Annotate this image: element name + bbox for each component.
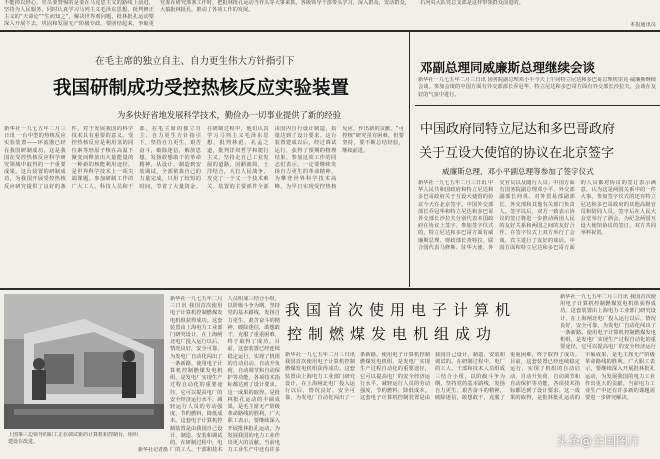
article1-kicker: 在毛主席的独立自主、自力更生伟大方针指引下 <box>95 56 295 67</box>
article2-bottom-rule <box>415 105 660 106</box>
article4-body: 新华社一九七五年二月三日讯 我国首次使用电子计算机控制燃煤发电机组获得成功。这套装置由上海电力工业部门研究设计，在上海闸北电厂投入运行以后，情况良好，安全可靠，为发电厂自动化闯出了一条新路。使用电子计算机控制燃煤发电机组，是发电厂实现生产过程自动化的重要途径，它可以提高电厂的安全经济运行水平，减轻运行人员的劳动强度，节约燃料，降低成本。这套电子计算机控制装置是由我国自己设计、制造、安装和调试的。在研制过程中，电厂的工人、干部和技术人员组成三结合小组，以阶级斗争为纲，坚持党的基本路线，发扬自力更生、艰苦奋斗的精神，破除迷信，敢想敢干，克服了重重困难，终于取得了成功。目前，这套装置已经连续稳定运行，实现了机组的自动启动、自动升负荷、自动调节和自动保护等功能，各项技术指标都达到了设计要求。这一成果的取得，是批林批孔运动的丰硕成果，是毛主席无产阶级革命路线的胜利。广大职工表示，要继续深入开展批林批孔运动，为发展我国的电力工业作出更大的贡献。当前电力工业生产中还有许多新的课题需要进一步研究解决。 <box>285 352 655 402</box>
article2-headline: 邓副总理同威廉斯总理继续会谈 <box>420 60 596 75</box>
article1-subhead: 为多快好省地发展科学技术，勤俭办一切事业提供了新的经验 <box>117 110 342 120</box>
article3-headline-line2: 关于互设大使馆的协议在北京签字 <box>419 146 615 161</box>
article4-body-left: 新华社一九七五年二月三日讯 我国首次使用电子计算机控制燃煤发电机组获得成功。这套装置由上海电力工业部门研究设计，在上海闸北电厂投入运行以后，情况良好，安全可靠，为发电厂自动化闯出了一条新路。使用电子计算机控制燃煤发电机组，是发电厂实现生产过程自动化的重要途径，它可以提高电厂的安全经济运行水平，减轻运行人员的劳动强度，节约燃料，降低成本。这套电子计算机控制装置是由我国自己设计、制造、安装和调试的。在研制过程中，电厂的工人、干部和技术人员组成三结合小组，以阶级斗争为纲，坚持党的基本路线，发扬自力更生、艰苦奋斗的精神，破除迷信，敢想敢干，克服了重重困难，终于取得了成功。目前，这套装置已经连续稳定运行，实现了机组的自动启动、自动升负荷、自动调节和自动保护等功能，各项技术指标都达到了设计要求。这一成果的取得，是批林批孔运动的丰硕成果，是毛主席无产阶级革命路线的胜利。广大职工表示，要继续深入开展批林批孔运动，为发展我国的电力工业作出更大的贡献。当前电力工业生产中还有许多 <box>170 296 280 454</box>
article4-headline-line2: 控制燃煤发电机组成功 <box>287 325 498 343</box>
photo-illustration <box>4 294 164 429</box>
article3-body: 新华社一九七五年二月三日讯 中华人民共和国政府和特立尼达和多巴哥政府关于互设大使馆的协议今天在北京签字。中国外交部部长乔冠华和特立尼达和多巴哥外交部长沙拉夫分别代表本国政府在协议上签字。参加签字仪式的，特立尼达和多巴哥方面有威廉斯总理、财政部长查特拉、联合国代表马修斯、驻华大使、外交官员以及随行人员；中国方面有国务院副总理邓小平、外交部副部长何英、对外贸易部副部长、外交部和其他有关部门负责人。签字以后，双方一致表示协议的签订将进一步推动两国人民的友好关系和两国之间的友好合作。在签字仪式上双方举行了会谈，宾主进行了友好的谈话。中国方面和特立尼达和多巴哥方面的人员都对协议的签订表示满意，认为这是两国关系中的一件大事。参加签字仪式的还有特立尼达和多巴哥政府的其他高级官员和陪同人员。签字后在人民大会堂举行了酒会，为纪念两国互设大使馆协议的签订，双方共同举杯祝贺。 <box>418 180 656 251</box>
top-horizontal-rule <box>0 30 660 32</box>
photo-caption: 上图事三边领导的职工正在调试新的计算机和控制台，组织建设在改进。 <box>8 432 138 445</box>
top-strip-right-text: 石河央大队党总支部是这样带领群众前进的。 <box>420 0 524 6</box>
article4-headline-line1: 我国首次使用电子计算机 <box>285 301 517 319</box>
middle-horizontal-rule <box>0 288 660 290</box>
computer-room-photo <box>4 294 164 429</box>
top-strip-middle-text: 党委在研究部署工作时，把批林批孔运动当作头等大事来抓，各级领导干部带头学习，深入群众，发动群众，大搞批林批孔，推动了各项工作的发展。 <box>160 0 410 13</box>
article3-headline-line1: 中国政府同特立尼达和多巴哥政府 <box>420 122 616 137</box>
top-strip-left-text: 不能掉以轻心。党员要警惕的是要在马克思主义的路线上前进，坚持为人民服务，同时认真学习马列主义毛泽东思想，批判修正主义的“天命论”“生而知之”，解决世界观问题，批林批孔运动要深入开展下去，巩固和发展无产阶级专政。要团结起来，争取更 <box>4 0 154 27</box>
watermark-text: 头条@全国图片 <box>556 434 641 448</box>
article3-subhead: 威廉斯总理、邓小平副总理等参加了签字仪式 <box>442 167 594 176</box>
article1-headline: 我国研制成功受控热核反应实验装置 <box>53 78 350 99</box>
article1-body: 新华社一九七五年二月三日讯 一台中型的热核反应实验装置——环流器已经在我国研制成功，这是我国在受控热核反应科学研究领域中取得的一个重要成果。这台装置的研制成功，为我国开展受控热核反应研究提供了良好的条件，对于发展我国的科学技术具有重要的意义。受控热核反应是利用氢的同位素等轻原子核在高温下聚变而释放出大量能量的一种新的核能利用途径，是世界科学技术上一项尖端课题。参加研制工作的广大工人、科技人员和干部，在毛主席的独立自主、自力更生方针指引下，坚持自力更生，艰苦奋斗，破除迷信，解放思想，发扬敢想敢干的革命精神，从设计、制造到安装调试，全部依靠自己的力量完成，只用了较短的时间，节省了大量资金。在研制过程中，他们认真学习马列主义毛泽东思想，批判林彪、孔孟之道，批判洋奴哲学和爬行主义，坚持走自己工业发展的道路，因陋就简，土洋结合，大打人民战争，攻克了一个又一个技术难关。装置的主要部件全部由国内自行设计制造，质量达到了设计要求。这台装置建成以后，经过调试运行，获得了预期的物理结果。参加这项工作的同志们表示，一定要继续发扬自力更生的革命精神，为攀登世界科学技术高峰，为早日实现受控热核反应，作出新的贡献。“可控核”研究虽有困难，但要坚持，要不断总结经验，继续前进。 <box>4 126 404 190</box>
top-strip-right-credit: 本报通讯员 <box>630 22 656 28</box>
article2-body: 新华社一九七五年二月三日讯 国务院副总理邓小平今天上午同特立尼达和多巴哥总理埃里克·威廉斯继续会谈。参加会谈的中国方面有外交部部长乔冠华，特立尼达和多巴哥方面有外交部长沙拉夫，会谈在友好的气氛中进行。 <box>418 77 656 98</box>
vertical-rule-middle <box>409 32 410 287</box>
photo-credit: 新华社记者摄 <box>137 447 168 453</box>
article4-body-right: 新华社一九七五年二月三日讯 我国首次使用电子计算机控制燃煤发电机组获得成功。这套装置由上海电力工业部门研究设计，在上海闸北电厂投入运行以后，情况良好，安全可靠，为发电厂自动化闯出了一条新路。使用电子计算机控制燃煤发电机组，是发电厂实现生产过程自动化的重要途径，它可以提高电厂的安全经济运行 <box>560 294 656 350</box>
